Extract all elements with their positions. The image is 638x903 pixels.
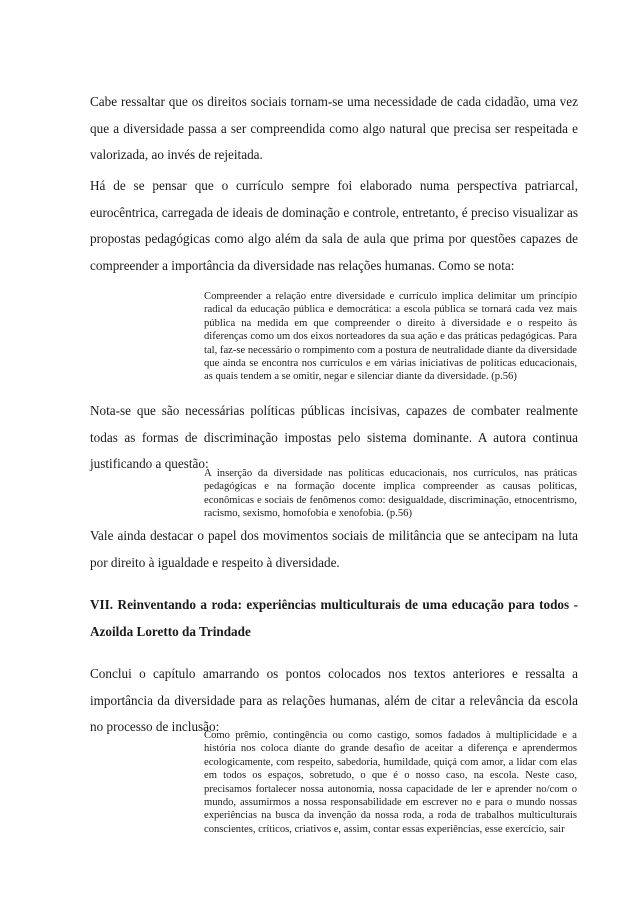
- paragraph-rights: Cabe ressaltar que os direitos sociais tornam-se uma necessidade de cada cidadão, uma vez que a diversidade passa a ser compreendida como algo natural que precisa ser respeitada e valorizada, ao invés de rejeitada.: [90, 94, 578, 162]
- paragraph-conclusion: Conclui o capítulo amarrando os pontos colocados nos textos anteriores e ressalta a importância da diversidade para as relações humanas, além de citar a relevância da escola no processo de inclusão:: [90, 666, 578, 734]
- block-quote-diversity-curriculum: Compreender a relação entre diversidade e currículo implica delimitar um princípio radical da educação pública e democrática: a escola pública se tornará cada vez mais pública na medida em que compreender o direito à diversidade e o respeito às diferenças como um dos eixos norteadores da sua ação e das práticas pedagógicas. Para tal, faz-se necessário o rompimento com a postura de neutralidade diante da diversidade que ainda se encontra nos currículos e em várias iniciativas de políticas educacionais, as quais tendem a se omitir, negar e silenciar diante da diversidade. (p.56): [204, 291, 577, 383]
- block-quote-multiplicity: Como prêmio, contingência ou como castigo, somos fadados à multiplicidade e a história nos coloca diante do grande desafio de aceitar a diferença e aprendermos ecologicamente, com respeito, sabedoria, humildade, quiçá com amor, a lidar com elas em todos os espaços, sobretudo, o que é o nosso caso, na escola. Neste caso, precisamos fortalecer nossa autonomia, nossa capacidade de ler e aprender no/com o mundo, assumirmos a nossa responsabilidade em escrever no e para o mundo nossas experiências na busca da invenção da nossa roda, a roda de trabalhos multiculturais conscientes, críticos, criativos e, assim, contar essas experiências, esse exercício, sair: [204, 730, 577, 835]
- paragraph-public-policies: Nota-se que são necessárias políticas públicas incisivas, capazes de combater realmente todas as formas de discriminação impostas pelo sistema dominante. A autora continua justificando a questão:: [90, 403, 578, 471]
- paragraph-social-movements: Vale ainda destacar o papel dos movimentos sociais de militância que se antecipam na luta por direito à igualdade e respeito à diversidade.: [90, 528, 578, 570]
- paragraph-curriculum: Há de se pensar que o currículo sempre foi elaborado numa perspectiva patriarcal, eurocêntrica, carregada de ideais de dominação e controle, entretanto, é preciso visualizar as propostas pedagógicas como algo além da sala de aula que prima por questões capazes de compreender a importância da diversidade nas relações humanas. Como se nota:: [90, 178, 578, 273]
- block-quote-diversity-policies: A inserção da diversidade nas políticas educacionais, nos currículos, nas práticas pedagógicas e na formação docente implica compreender as causas políticas, econômicas e sociais de fenômenos como: desigualdade, discriminação, etnocentrismo, racismo, sexismo, homofobia e xenofobia. (p.56): [204, 468, 577, 520]
- section-heading: VII. Reinventando a roda: experiências multiculturais de uma educação para todos - Azoilda Loretto da Trindade: [90, 597, 578, 639]
